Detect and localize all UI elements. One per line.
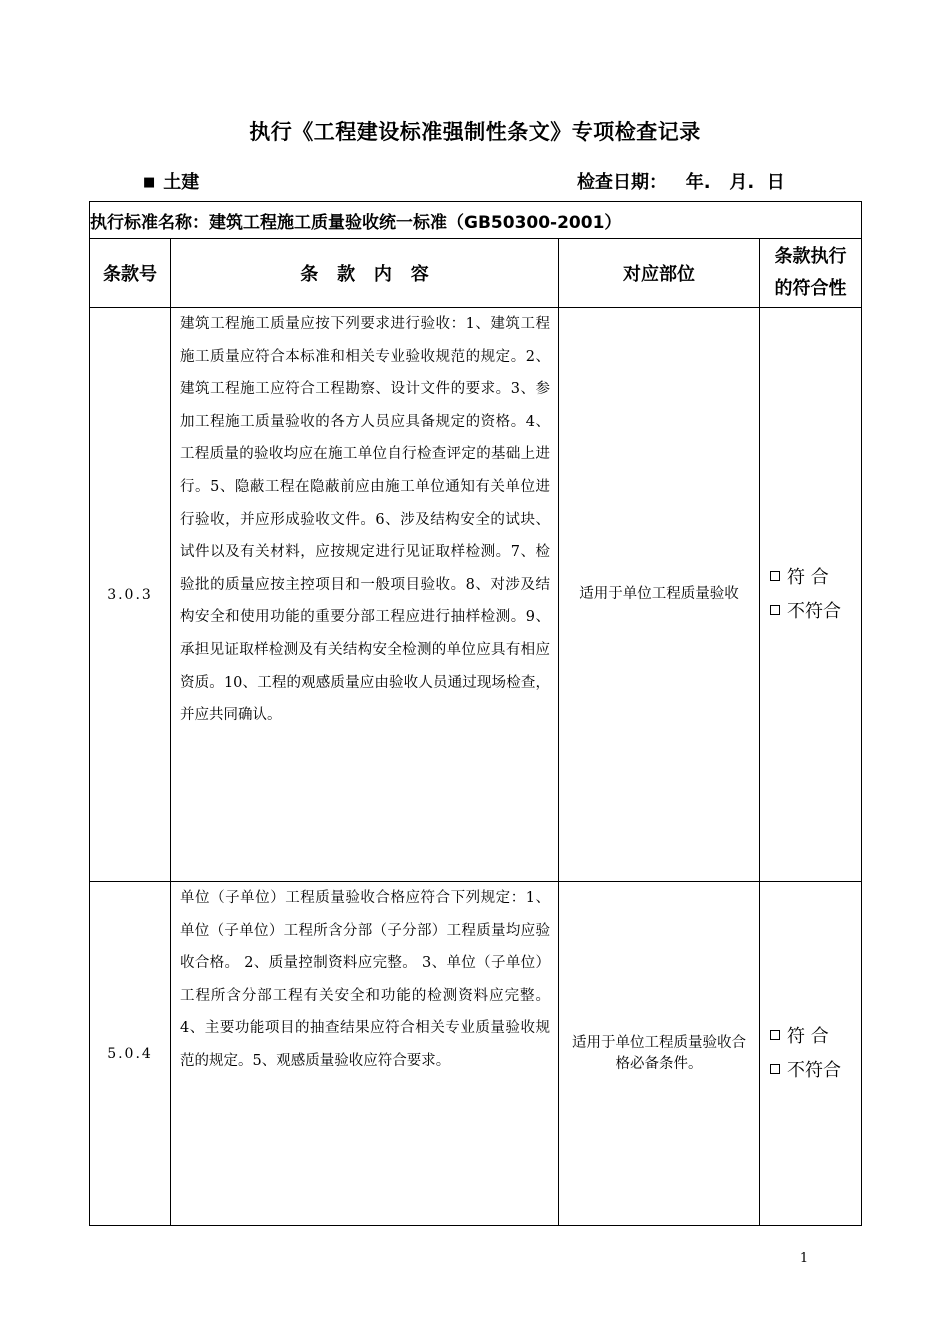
option-comply[interactable] xyxy=(770,1020,861,1054)
header-clause-no: 条款号 xyxy=(90,239,171,308)
checkbox-icon[interactable] xyxy=(770,1064,780,1074)
option-comply[interactable] xyxy=(770,561,861,595)
applicable-part: 适用于单位工程质量验收合格必备条件。 xyxy=(559,882,760,1226)
header-part: 对应部位 xyxy=(559,239,760,308)
option-not-comply-label: 不符合 xyxy=(787,1059,841,1081)
clause-number: 5.0.4 xyxy=(90,882,171,1226)
option-comply-label: 符 合 xyxy=(787,566,829,588)
compliance-options xyxy=(760,882,862,1226)
clause-content: 单位（子单位）工程质量验收合格应符合下列规定：1、单位（子单位）工程所含分部（子分部）工程质量均应验收合格。 2、质量控制资料应完整。 3、单位（子单位）工程所含分部工程有关安全和功能的检测资料应完整。4、主要功能项目的抽查结果应符合相关专业质量验收规范的规定。5、观感质量验收应符合要求。 xyxy=(171,882,559,1226)
table-header-row xyxy=(90,239,862,308)
header-compliance-line2: 的符合性 xyxy=(774,278,847,299)
inspection-date: 检查日期： 年. 月. 日 xyxy=(577,172,785,193)
inspection-table xyxy=(89,201,862,1226)
table-row xyxy=(90,308,862,882)
standard-name: 执行标准名称：建筑工程施工质量验收统一标准（GB50300-2001） xyxy=(90,202,862,239)
square-bullet-icon: ■ xyxy=(143,175,156,190)
checkbox-icon[interactable] xyxy=(770,1030,780,1040)
checkbox-icon[interactable] xyxy=(770,605,780,615)
clause-number: 3.0.3 xyxy=(90,308,171,882)
checkbox-icon[interactable] xyxy=(770,571,780,581)
meta-row xyxy=(143,168,803,194)
clause-content: 建筑工程施工质量应按下列要求进行验收：1、建筑工程施工质量应符合本标准和相关专业验收规范的规定。2、建筑工程施工应符合工程勘察、设计文件的要求。3、参加工程施工质量验收的各方人员应具备规定的资格。4、工程质量的验收均应在施工单位自行检查评定的基础上进行。5、隐蔽工程在隐蔽前应由施工单位通知有关单位进行验收，并应形成验收文件。6、涉及结构安全的试块、试件以及有关材料，应按规定进行见证取样检测。7、检验批的质量应按主控项目和一般项目验收。8、对涉及结构安全和使用功能的重要分部工程应进行抽样检测。9、承担见证取样检测及有关结构安全检测的单位应具有相应资质。10、工程的观感质量应由验收人员通过现场检查，并应共同确认。 xyxy=(171,308,559,882)
option-not-comply[interactable] xyxy=(770,595,861,629)
header-compliance xyxy=(760,239,862,308)
option-comply-label: 符 合 xyxy=(787,1025,829,1047)
category-text: 土建 xyxy=(163,172,200,193)
page-title: 执行《工程建设标准强制性条文》专项检查记录 xyxy=(249,120,701,144)
applicable-part: 适用于单位工程质量验收 xyxy=(559,308,760,882)
category-label xyxy=(143,168,199,194)
standard-row xyxy=(90,202,862,239)
compliance-options xyxy=(760,308,862,882)
header-content: 条 款 内 容 xyxy=(171,239,559,308)
option-not-comply-label: 不符合 xyxy=(787,600,841,622)
option-not-comply[interactable] xyxy=(770,1054,861,1088)
table-row xyxy=(90,882,862,1226)
page-number: 1 xyxy=(799,1251,809,1266)
header-compliance-line1: 条款执行 xyxy=(774,246,847,267)
